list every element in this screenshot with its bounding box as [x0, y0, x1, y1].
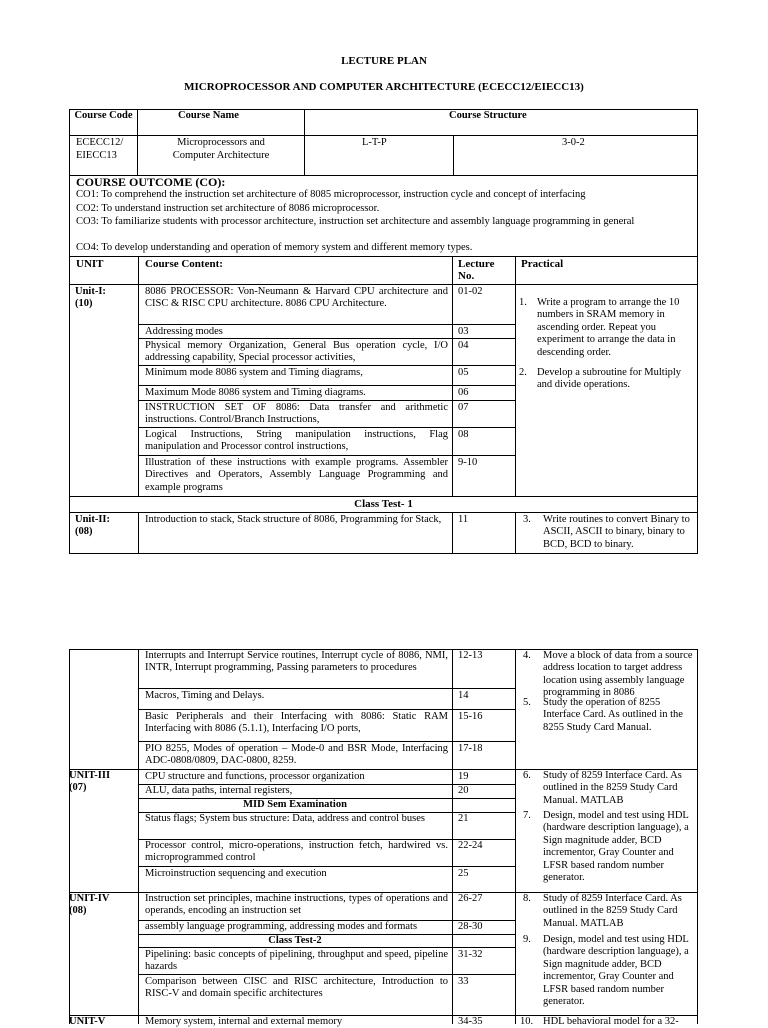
unit-2-row-3: Macros, Timing and Delays.: [145, 690, 265, 701]
unit-2-lecture-1: 11: [458, 514, 469, 525]
unit-2-lecture-3: 14: [458, 690, 469, 701]
unit-1-row-7: Logical Instructions, String manipulation instructions, Flag manipulation and Processor control instructions,: [145, 429, 448, 453]
unit-4-row-2: assembly language programming, addressing modes and formats: [145, 921, 418, 932]
co4: CO4: To develop understanding and operation of memory system and different memory types.: [76, 242, 473, 253]
document-subtitle: MICROPROCESSOR AND COMPUTER ARCHITECTURE (ECECC12/EIECC13): [184, 81, 584, 93]
practical-header: Practical: [521, 258, 564, 270]
course-content-header: Course Content:: [145, 258, 223, 270]
unit-1-row-8: Illustration of these instructions with example programs. Assembler Directives and Operators, Assembly Language Programming and example programs: [145, 457, 448, 493]
unit-1-lecture-8: 9-10: [458, 457, 478, 468]
practical-2-text: Develop a subroutine for Multiply and divide operations.: [537, 367, 682, 391]
practical-6-number: 6.: [523, 770, 531, 781]
unit-3-lecture-5: 25: [458, 868, 469, 879]
practical-5: Study the operation of 8255 Interface Card. As outlined in the 8255 Study Card Manual.: [543, 697, 683, 733]
unit-5-row-1: Memory system, internal and external memory: [145, 1016, 343, 1027]
practical-10-number: 10.: [520, 1016, 534, 1027]
practical-2: 2. Develop a subroutine for Multiply and divide operations.: [519, 367, 682, 391]
co1: CO1: To comprehend the instruction set architecture of 8085 microprocessor, instruction cycle and concept of interfacing: [76, 189, 586, 200]
lecture-no-header: Lecture No.: [458, 258, 495, 283]
practical-1-text: Write a program to arrange the 10 numbers in SRAM memory in ascending order. Repeat you experiment to arrange the data in descending order.: [537, 297, 680, 358]
course-name-value: Microprocessors and Computer Architecture: [172, 137, 270, 161]
practical-7-number: 7.: [523, 810, 531, 821]
practical-3-number: 3.: [523, 514, 531, 525]
course-outcome-heading: COURSE OUTCOME (CO):: [76, 175, 226, 189]
structure-label: L-T-P: [362, 137, 387, 148]
unit-1-lecture-5: 06: [458, 387, 469, 398]
co2: CO2: To understand instruction set architecture of 8086 microprocessor.: [76, 203, 380, 214]
unit-1-row-2: Addressing modes: [145, 326, 223, 337]
unit-3-lecture-4: 22-24: [458, 840, 483, 851]
unit-3-row-5: Microinstruction sequencing and execution: [145, 868, 327, 879]
practical-8: Study of 8259 Interface Card. As outlined in the 8259 Study Card Manual. MATLAB: [543, 893, 682, 929]
practical-9: Design, model and test using HDL (hardware description language), a Sign magnitude adder, BCD incrementor, Gray Counter and LFSR based random number generator.: [543, 934, 689, 1008]
unit-1-label: Unit-I: (10): [75, 286, 106, 310]
course-structure-header: Course Structure: [449, 110, 527, 121]
unit-1-lecture-2: 03: [458, 326, 469, 337]
course-code-header: Course Code: [74, 110, 133, 121]
unit-1-row-1: 8086 PROCESSOR: Von-Neumann & Harvard CPU architecture and CISC & RISC CPU architecture. 8086 CPU Architecture.: [145, 286, 448, 310]
unit-1-row-6: INSTRUCTION SET OF 8086: Data transfer and arithmetic instructions. Control/Branch Instructions,: [145, 402, 448, 426]
unit-4-lecture-1: 26-27: [458, 893, 483, 904]
structure-value: 3-0-2: [562, 137, 585, 148]
unit-1-lecture-3: 04: [458, 340, 469, 351]
unit-4-lecture-4: 33: [458, 976, 469, 987]
unit-3-row-2: ALU, data paths, internal registers,: [145, 785, 293, 796]
practical-4-number: 4.: [523, 650, 531, 661]
unit-4-label: UNIT-IV (08): [69, 893, 110, 917]
course-code-value: ECECC12/ EIECC13: [76, 137, 124, 161]
unit-1-lecture-4: 05: [458, 367, 469, 378]
unit-3-row-3: Status flags; System bus structure: Data, address and control buses: [145, 813, 425, 824]
mid-sem-examination: MID Sem Examination: [243, 799, 347, 810]
class-test-2: Class Test-2: [268, 935, 322, 946]
unit-2-lecture-5: 17-18: [458, 743, 483, 754]
unit-3-label: UNIT-III (07): [69, 770, 111, 794]
unit-1-row-5: Maximum Mode 8086 system and Timing diagrams.: [145, 387, 366, 398]
class-test-1: Class Test- 1: [354, 498, 413, 510]
unit-2-lecture-2: 12-13: [458, 650, 483, 661]
practical-5-number: 5.: [523, 697, 531, 708]
unit-4-row-4: Comparison between CISC and RISC architecture, Introduction to RISC-V and domain specific architectures: [145, 976, 448, 1000]
unit-4-row-1: Instruction set principles, machine instructions, types of operations and operands, encoding an instruction set: [145, 893, 448, 917]
unit-3-lecture-2: 20: [458, 785, 469, 796]
course-name-header: Course Name: [178, 110, 239, 121]
unit-4-lecture-2: 28-30: [458, 921, 483, 932]
unit-2-lecture-4: 15-16: [458, 711, 483, 722]
unit-1-lecture-7: 08: [458, 429, 469, 440]
document-title: LECTURE PLAN: [341, 55, 427, 67]
practical-6: Study of 8259 Interface Card. As outlined in the 8259 Study Card Manual. MATLAB: [543, 770, 682, 806]
unit-5-lecture-1: 34-35: [458, 1016, 483, 1027]
unit-2-row-5: PIO 8255, Modes of operation – Mode-0 and BSR Mode, Interfacing ADC-0808/0809, DAC-0800, 8259.: [145, 743, 448, 767]
unit-4-row-3: Pipelining: basic concepts of pipelining, throughput and speed, pipeline hazards: [145, 949, 448, 973]
unit-2-row-4: Basic Peripherals and their Interfacing with 8086: Static RAM Interfacing with 8086 (5.1.1), Interfacing I/O ports,: [145, 711, 448, 735]
unit-3-row-1: CPU structure and functions, processor organization: [145, 771, 365, 782]
practical-1: 1. Write a program to arrange the 10 numbers in SRAM memory in ascending order. Repeat you experiment to arrange the data in descending order.: [519, 297, 680, 358]
unit-3-lecture-3: 21: [458, 813, 469, 824]
practical-9-number: 9.: [523, 934, 531, 945]
unit-2-row-2: Interrupts and Interrupt Service routines, Interrupt cycle of 8086, NMI, INTR, Interrupt programming, Passing parameters to procedures: [145, 650, 448, 674]
unit-1-lecture-6: 07: [458, 402, 469, 413]
unit-header: UNIT: [76, 258, 104, 270]
practical-4: Move a block of data from a source address location to target address location using assembly language programming in 8086: [543, 650, 693, 699]
unit-2-row-1: Introduction to stack, Stack structure of 8086, Programming for Stack,: [145, 514, 442, 525]
practical-10: HDL behavioral model for a 32-: [543, 1016, 679, 1027]
unit-1-lecture-1: 01-02: [458, 286, 483, 297]
unit-3-lecture-1: 19: [458, 771, 469, 782]
unit-3-row-4: Processor control, micro-operations, instruction fetch, hardwired vs. microprogrammed control: [145, 840, 448, 864]
practical-8-number: 8.: [523, 893, 531, 904]
unit-4-lecture-3: 31-32: [458, 949, 483, 960]
practical-3: Write routines to convert Binary to ASCII, ASCII to binary, binary to BCD, BCD to binary.: [543, 514, 690, 550]
unit-5-label: UNIT-V: [69, 1016, 106, 1027]
practical-7: Design, model and test using HDL (hardware description language), a Sign magnitude adder, BCD incrementor, Gray Counter and LFSR based random number generator.: [543, 810, 689, 884]
co3: CO3: To familiarize students with processor architecture, instruction set architecture and assembly language programming in general: [76, 216, 635, 227]
unit-1-row-4: Minimum mode 8086 system and Timing diagrams,: [145, 367, 363, 378]
unit-2-label: Unit-II: (08): [75, 514, 111, 538]
unit-1-row-3: Physical memory Organization, General Bus operation cycle, I/O addressing capability, Special processor activities,: [145, 340, 448, 364]
